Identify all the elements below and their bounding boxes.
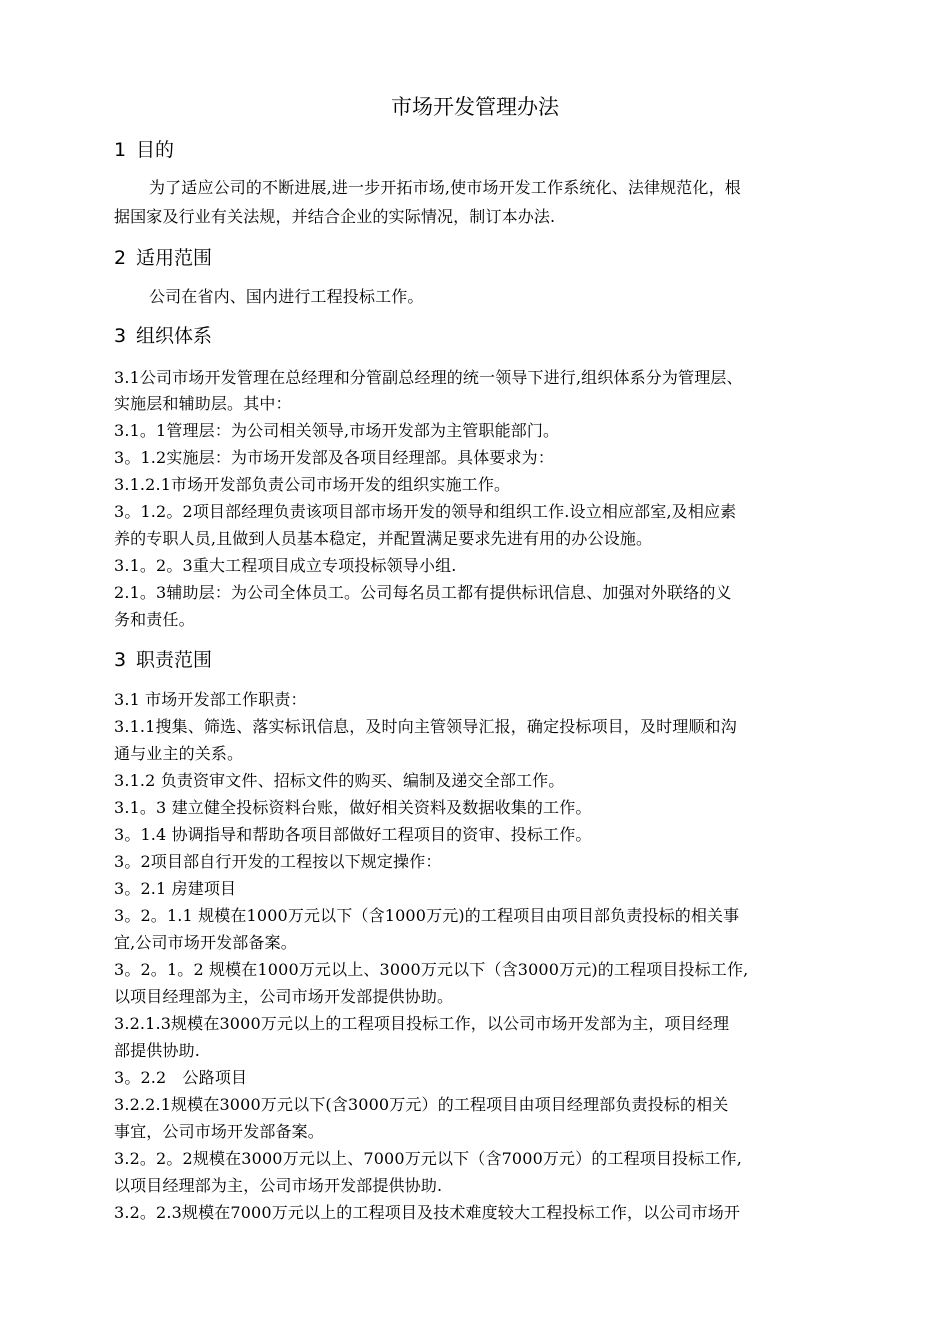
paragraph-line: 实施层和辅助层。其中： (114, 394, 292, 413)
paragraph-line: 养的专职人员,且做到人员基本稳定，并配置满足要求先进有用的办公设施。 (114, 529, 653, 548)
section-heading-organization (114, 322, 212, 350)
paragraph-line: 宜,公司市场开发部备案。 (114, 933, 297, 952)
paragraph-line: 据国家及行业有关法规，并结合企业的实际情况，制订本办法. (114, 207, 556, 226)
paragraph-line: 以项目经理部为主，公司市场开发部提供协助。 (114, 987, 454, 1006)
section-number: 1 (114, 139, 127, 161)
paragraph-line: 3。2.2 公路项目 (114, 1068, 248, 1087)
paragraph-line: 3.2。2.3规模在7000万元以上的工程项目及技术难度较大工程投标工作，以公司市场开 (114, 1203, 741, 1222)
paragraph-line: 3。1.2。2项目部经理负责该项目部市场开发的领导和组织工作.设立相应部室,及相应素 (114, 502, 737, 521)
paragraph-line: 3.1。3 建立健全投标资料台账，做好相关资料及数据收集的工作。 (114, 798, 592, 817)
paragraph-line: 3。1.4 协调指导和帮助各项目部做好工程项目的资审、投标工作。 (114, 825, 592, 844)
section-heading-purpose (114, 136, 174, 164)
section-number: 3 (114, 325, 127, 347)
section-number: 2 (114, 247, 127, 269)
paragraph-line: 通与业主的关系。 (114, 744, 244, 763)
section-title: 目的 (136, 139, 175, 161)
section-number: 3 (114, 649, 127, 671)
paragraph-line: 3.1.1搜集、筛选、落实标讯信息，及时向主管领导汇报，确定投标项目，及时理顺和沟 (114, 717, 737, 736)
paragraph-line: 2.1。3辅助层：为公司全体员工。公司每名员工都有提供标讯信息、加强对外联络的义 (114, 583, 732, 602)
section-heading-scope (114, 244, 212, 272)
paragraph-line: 3.1.2 负责资审文件、招标文件的购买、编制及递交全部工作。 (114, 771, 565, 790)
paragraph-line: 部提供协助. (114, 1041, 200, 1060)
paragraph-line: 3。2项目部自行开发的工程按以下规定操作： (114, 852, 442, 871)
paragraph-line: 3.1。1管理层：为公司相关领导,市场开发部为主管职能部门。 (114, 421, 560, 440)
paragraph-line: 3.2.2.1规模在3000万元以下(含3000万元）的工程项目由项目经理部负责投标的相关 (114, 1095, 729, 1114)
paragraph-line: 3.1公司市场开发管理在总经理和分管副总经理的统一领导下进行,组织体系分为管理层、 (114, 368, 743, 387)
paragraph-line: 3。2。1。2 规模在1000万元以上、3000万元以下（含3000万元)的工程项目投标工作, (114, 960, 749, 979)
section-heading-responsibilities (114, 646, 212, 674)
section-title: 适用范围 (136, 247, 213, 269)
paragraph-line: 3。2。1.1 规模在1000万元以下（含1000万元)的工程项目由项目部负责投标的相关事 (114, 906, 740, 925)
paragraph-line: 事宜，公司市场开发部备案。 (114, 1122, 324, 1141)
paragraph-line: 3.1。2。3重大工程项目成立专项投标领导小组. (114, 556, 457, 575)
paragraph-line: 公司在省内、国内进行工程投标工作。 (149, 287, 424, 306)
paragraph-line: 3.1 市场开发部工作职责： (114, 690, 307, 709)
paragraph-line: 为了适应公司的不断进展,进一步开拓市场,使市场开发工作系统化、法律规范化，根 (149, 178, 741, 197)
paragraph-line: 3。1.2实施层：为市场开发部及各项目经理部。具体要求为： (114, 448, 554, 467)
paragraph-line: 3.2。2。2规模在3000万元以上、7000万元以下（含7000万元）的工程项目投标工作, (114, 1149, 742, 1168)
paragraph-line: 3.1.2.1市场开发部负责公司市场开发的组织实施工作。 (114, 475, 511, 494)
section-title: 组织体系 (136, 325, 213, 347)
paragraph-line: 以项目经理部为主，公司市场开发部提供协助. (114, 1176, 443, 1195)
paragraph-line: 3.2.1.3规模在3000万元以上的工程项目投标工作，以公司市场开发部为主，项目经理 (114, 1014, 730, 1033)
paragraph-line: 务和责任。 (114, 610, 195, 629)
document-title: 市场开发管理办法 (391, 95, 559, 119)
section-title: 职责范围 (136, 649, 213, 671)
paragraph-line: 3。2.1 房建项目 (114, 879, 237, 898)
